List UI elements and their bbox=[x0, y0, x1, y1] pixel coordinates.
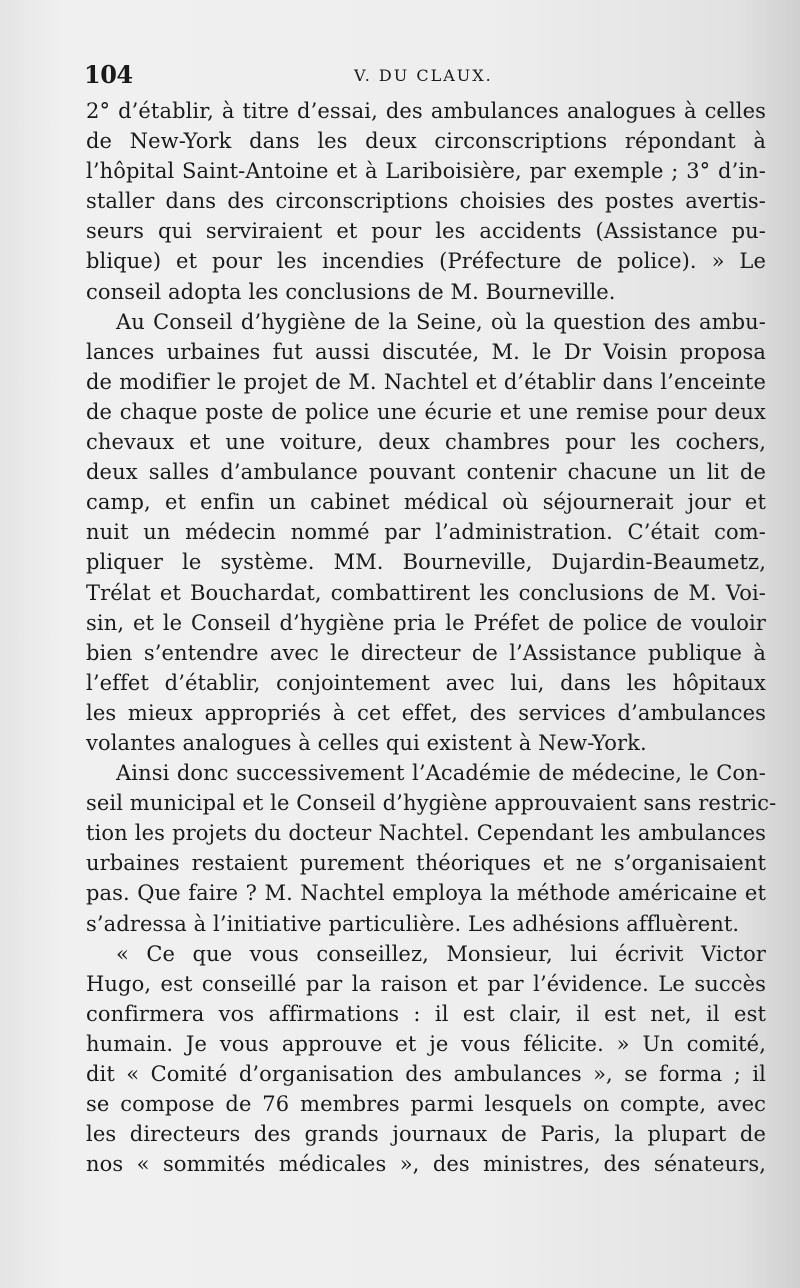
text-line: de modifier le projet de M. Nachtel et d’établir dans l’enceinte bbox=[86, 369, 766, 394]
text-line: les directeurs des grands journaux de Paris, la plupart de bbox=[86, 1122, 766, 1147]
text-line: Trélat et Bouchardat, combattirent les conclusions de M. Voi- bbox=[86, 580, 766, 605]
text-line: confirmera vos affirmations : il est clair, il est net, il est bbox=[86, 1001, 766, 1026]
body-text bbox=[86, 96, 777, 1179]
text-line: pliquer le système. MM. Bourneville, Dujardin-Beaumetz, bbox=[86, 550, 766, 575]
text-line: chevaux et une voiture, deux chambres pour les cochers, bbox=[86, 430, 766, 455]
text-line: urbaines restaient purement théoriques et ne s’organisaient bbox=[86, 851, 766, 876]
text-line: de chaque poste de police une écurie et une remise pour deux bbox=[86, 399, 766, 424]
text-line: se compose de 76 membres parmi lesquels on compte, avec bbox=[86, 1092, 766, 1117]
running-head: V. DU CLAUX. bbox=[354, 66, 493, 85]
text-line: deux salles d’ambulance pouvant contenir chacune un lit de bbox=[86, 460, 766, 485]
text-line: nos « sommités médicales », des ministres, des sénateurs, bbox=[86, 1152, 766, 1177]
text-line: seurs qui serviraient et pour les accidents (Assistance pu- bbox=[86, 219, 766, 244]
text-line: blique) et pour les incendies (Préfecture de police). » Le bbox=[86, 249, 766, 274]
text-line: seil municipal et le Conseil d’hygiène approuvaient sans restric- bbox=[86, 791, 777, 816]
page-number: 104 bbox=[84, 60, 133, 89]
text-line: nuit un médecin nommé par l’administration. C’était com- bbox=[86, 520, 766, 545]
text-line: l’effet d’établir, conjointement avec lui, dans les hôpitaux bbox=[86, 670, 766, 695]
text-line: dit « Comité d’organisation des ambulances », se forma ; il bbox=[86, 1062, 766, 1086]
text-line: sin, et le Conseil d’hygiène pria le Préfet de police de vouloir bbox=[86, 610, 766, 635]
text-line: volantes analogues à celles qui existent à New-York. bbox=[86, 730, 647, 755]
text-line: Ainsi donc successivement l’Académie de médecine, le Con- bbox=[116, 761, 766, 786]
text-line: les mieux appropriés à cet effet, des services d’ambulances bbox=[86, 700, 766, 725]
text-line: de New-York dans les deux circonscriptions répondant à bbox=[86, 129, 766, 154]
text-line: Hugo, est conseillé par la raison et par l’évidence. Le succès bbox=[86, 971, 766, 996]
text-line: camp, et enfin un cabinet médical où séjournerait jour et bbox=[86, 490, 766, 515]
text-line: Au Conseil d’hygiène de la Seine, où la question des ambu- bbox=[116, 309, 766, 334]
page-header bbox=[84, 60, 774, 92]
text-line: tion les projets du docteur Nachtel. Cependant les ambulances bbox=[86, 821, 766, 846]
text-line: s’adressa à l’initiative particulière. Les adhésions affluèrent. bbox=[86, 911, 740, 936]
text-line: « Ce que vous conseillez, Monsieur, lui écrivit Victor bbox=[116, 941, 766, 966]
text-line: pas. Que faire ? M. Nachtel employa la méthode américaine et bbox=[86, 881, 766, 906]
text-line: conseil adopta les conclusions de M. Bourneville. bbox=[86, 279, 616, 304]
text-line: staller dans des circonscriptions choisies des postes avertis- bbox=[86, 189, 766, 214]
text-line: bien s’entendre avec le directeur de l’Assistance publique à bbox=[86, 640, 766, 665]
text-line: lances urbaines fut aussi discutée, M. le Dr Voisin proposa bbox=[86, 339, 766, 364]
text-line: 2° d’établir, à titre d’essai, des ambulances analogues à celles bbox=[86, 99, 766, 123]
text-line: humain. Je vous approuve et je vous félicite. » Un comité, bbox=[86, 1031, 766, 1056]
text-line: l’hôpital Saint-Antoine et à Lariboisière, par exemple ; 3° d’in- bbox=[86, 159, 766, 184]
